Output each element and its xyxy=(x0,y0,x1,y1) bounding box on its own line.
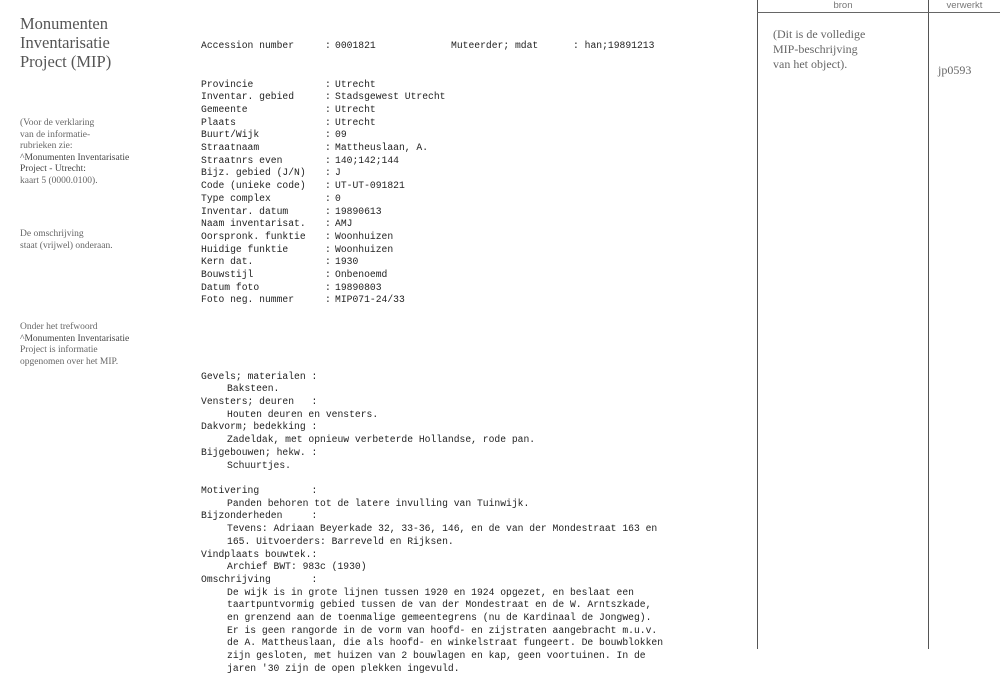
field-label: Straatnaam xyxy=(201,142,260,154)
section-text: Houten deuren en vensters. xyxy=(227,408,379,420)
accession-row: Accession number : 0001821 Muteerder; mdat : han;19891213 xyxy=(201,40,655,52)
section-text: zijn gesloten, met huizen van 2 bouwlagen en kap, geen voortuinen. In de xyxy=(227,650,646,662)
field-label: Plaats xyxy=(201,116,236,128)
note-line: De omschrijving xyxy=(20,229,84,239)
mutator-value: : han;19891213 xyxy=(573,40,655,52)
keyword-note xyxy=(20,322,185,368)
bron-note xyxy=(773,27,923,72)
title-line: Project (MIP) xyxy=(20,52,112,71)
section-label: Motivering : xyxy=(201,484,318,496)
field-value: 19890613 xyxy=(335,205,382,217)
section-text: en grenzend aan de toenmalige gemeentegrens (nu de Kardinaal de Jongweg). xyxy=(227,612,652,624)
note-line: (Voor de verklaring xyxy=(20,118,95,128)
section-label: Omschrijving : xyxy=(201,573,318,585)
field-row: Gemeente : Utrecht xyxy=(201,103,376,115)
note-line: staat (vrijwel) onderaan. xyxy=(20,240,113,251)
section-text: Baksteen. xyxy=(227,383,280,395)
field-row: Datum foto : 19890803 xyxy=(201,281,382,293)
field-row: Provincie : Utrecht xyxy=(201,78,376,90)
section-text: Panden behoren tot de latere invulling van Tuinwijk. xyxy=(227,497,530,509)
field-row: Straatnrs even : 140;142;144 xyxy=(201,154,399,166)
section-text: Tevens: Adriaan Beyerkade 32, 33-36, 146, en de van der Mondestraat 163 en xyxy=(227,523,658,535)
note-line: kaart 5 (0000.0100). xyxy=(20,175,98,186)
field-list xyxy=(201,79,751,308)
section-text: De wijk is in grote lijnen tussen 1920 en 1924 opgezet, en beslaat een xyxy=(227,586,634,598)
note-line: van de informatie- xyxy=(20,129,91,140)
field-label: Kern dat. xyxy=(201,256,254,268)
field-value: MIP071-24/33 xyxy=(335,294,405,306)
field-value: UT-UT-091821 xyxy=(335,180,405,192)
field-row: Kern dat. : 1930 xyxy=(201,256,359,268)
header-rule xyxy=(757,12,1000,13)
note-line: ^Monumenten Inventarisatie xyxy=(20,152,130,163)
field-row: Oorspronk. funktie : Woonhuizen xyxy=(201,230,394,242)
section-text: Zadeldak, met opnieuw verbeterde Hollandse, rode pan. xyxy=(227,434,536,446)
field-label: Bijz. gebied (J/N) xyxy=(201,167,306,179)
mutator-label: Muteerder; mdat xyxy=(451,40,539,52)
section-label: Bijzonderheden : xyxy=(201,510,318,522)
field-row: Inventar. gebied : Stadsgewest Utrecht xyxy=(201,91,446,103)
section-label: Vensters; deuren : xyxy=(201,396,318,408)
field-label: Buurt/Wijk xyxy=(201,129,260,141)
field-label: Naam inventarisat. xyxy=(201,218,306,230)
note-line: rubrieken zie: xyxy=(20,141,73,151)
field-row: Plaats : Utrecht xyxy=(201,116,376,128)
field-label: Accession number xyxy=(201,40,295,52)
field-label: Huidige funktie xyxy=(201,243,289,255)
field-label: Straatnrs even xyxy=(201,154,283,166)
field-label: Type complex xyxy=(201,192,271,204)
section-label: Dakvorm; bedekking : xyxy=(201,421,318,433)
field-value: 19890803 xyxy=(335,281,382,293)
record-body xyxy=(201,15,751,688)
section-label: Bijgebouwen; hekw. : xyxy=(201,446,318,458)
field-value: 0 xyxy=(335,192,341,204)
field-label: Code (unieke code) xyxy=(201,180,306,192)
section-text: Er is geen rangorde in de vorm van hoofd- en zijstraten aangebracht m.u.v. xyxy=(227,624,658,636)
field-row: Buurt/Wijk : 09 xyxy=(201,129,347,141)
field-label: Provincie xyxy=(201,78,254,90)
field-value: Utrecht xyxy=(335,103,376,115)
field-row: Bijz. gebied (J/N) : J xyxy=(201,167,341,179)
section-text: de A. Mattheuslaan, die als hoofd- en winkelstraat fungeert. De bouwblokken xyxy=(227,637,664,649)
verwerkt-code: jp0593 xyxy=(938,63,972,77)
bron-line: van het object). xyxy=(773,57,848,71)
field-row: Bouwstijl : Onbenoemd xyxy=(201,269,388,281)
field-row: Straatnaam : Mattheuslaan, A. xyxy=(201,142,429,154)
description-note xyxy=(20,229,185,252)
info-note xyxy=(20,118,185,187)
field-value: 140;142;144 xyxy=(335,154,399,166)
section-label: Gevels; materialen : xyxy=(201,370,318,382)
section-text: taartpuntvormig gebied tussen de van der Mondestraat en de W. Arntszkade, xyxy=(227,599,652,611)
field-label: Bouwstijl xyxy=(201,269,254,281)
title-line: Inventarisatie xyxy=(20,33,110,52)
bron-line: (Dit is de volledige xyxy=(773,27,866,41)
field-value: 0001821 xyxy=(335,40,376,52)
column-divider xyxy=(928,0,929,649)
field-row: Foto neg. nummer : MIP071-24/33 xyxy=(201,294,405,306)
bron-header: bron xyxy=(833,0,853,11)
field-value: Utrecht xyxy=(335,116,376,128)
field-value: Mattheuslaan, A. xyxy=(335,142,429,154)
field-row: Code (unieke code) : UT-UT-091821 xyxy=(201,180,405,192)
field-value: Onbenoemd xyxy=(335,269,388,281)
field-value: J xyxy=(335,167,341,179)
field-value: 09 xyxy=(335,129,347,141)
field-row: Type complex : 0 xyxy=(201,192,341,204)
field-value: Utrecht xyxy=(335,78,376,90)
field-label: Inventar. datum xyxy=(201,205,289,217)
section-text: Archief BWT: 983c (1930) xyxy=(227,561,367,573)
field-row: Inventar. datum : 19890613 xyxy=(201,205,382,217)
field-label: Gemeente xyxy=(201,103,248,115)
field-value: 1930 xyxy=(335,256,359,268)
field-label: Datum foto xyxy=(201,281,260,293)
note-line: Project - Utrecht: xyxy=(20,164,86,174)
verwerkt-header: verwerkt xyxy=(946,0,983,11)
section-label: Vindplaats bouwtek.: xyxy=(201,548,318,560)
section-text: jaren '30 zijn de open plekken ingevuld. xyxy=(227,662,460,674)
note-line: Project is informatie xyxy=(20,345,98,355)
field-value: AMJ xyxy=(335,218,353,230)
field-row: Naam inventarisat. : AMJ xyxy=(201,218,353,230)
field-label: Oorspronk. funktie xyxy=(201,230,306,242)
note-line: ^Monumenten Inventarisatie xyxy=(20,333,130,344)
column-divider xyxy=(757,0,758,649)
section-list xyxy=(201,371,751,676)
section-text: 165. Uitvoerders: Barreveld en Rijksen. xyxy=(227,535,454,547)
note-line: opgenomen over het MIP. xyxy=(20,356,119,367)
field-label: Inventar. gebied xyxy=(201,91,295,103)
title-line: Monumenten xyxy=(20,14,108,33)
field-value: Stadsgewest Utrecht xyxy=(335,91,446,103)
page-title xyxy=(20,14,180,71)
field-row: Huidige funktie : Woonhuizen xyxy=(201,243,394,255)
bron-line: MIP-beschrijving xyxy=(773,42,858,56)
section-text: Schuurtjes. xyxy=(227,459,291,471)
note-line: Onder het trefwoord xyxy=(20,322,98,332)
field-label: Foto neg. nummer xyxy=(201,294,295,306)
field-value: Woonhuizen xyxy=(335,243,394,255)
field-value: Woonhuizen xyxy=(335,230,394,242)
